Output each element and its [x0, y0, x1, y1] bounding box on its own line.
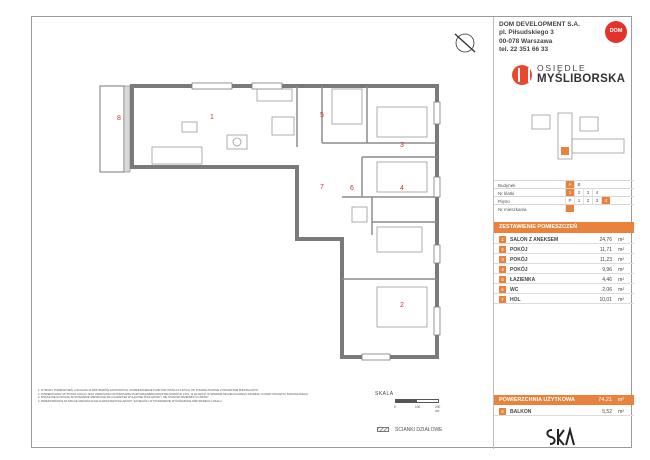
room-unit: m²: [618, 276, 624, 283]
room-label-8: 8: [117, 115, 121, 122]
company-city: 00-078 Warszawa: [499, 37, 553, 45]
scale-tick: 100: [415, 405, 421, 409]
info-value: 4: [601, 197, 610, 204]
room-area: 11,23: [599, 256, 612, 263]
room-area: 4,46: [602, 276, 612, 283]
room-number: 5: [499, 276, 506, 283]
partition-wall-swatch: [377, 427, 389, 432]
room-number: 8: [499, 408, 506, 415]
room-area: 11,71: [599, 246, 612, 253]
company-name: DOM DEVELOPMENT S.A.: [499, 21, 580, 28]
total-area: 74,21: [598, 397, 612, 403]
info-value: P: [565, 197, 574, 204]
estate-brand: [512, 59, 630, 93]
room-label-4: 4: [400, 185, 404, 192]
room-name: POKÓJ: [510, 266, 528, 273]
info-label: Nr mieszkania: [498, 206, 527, 212]
company-phone: tel. 22 351 66 33: [499, 46, 549, 54]
scale-tick: 0: [394, 405, 396, 409]
info-row-staircase: [494, 188, 634, 196]
room-row: [494, 264, 634, 274]
info-value: 2: [574, 189, 583, 196]
key-plan: [528, 109, 628, 171]
total-label: POWIERZCHNIA UŻYTKOWA: [499, 397, 575, 403]
room-unit: m²: [618, 296, 624, 303]
info-label: Piętro: [498, 198, 510, 204]
room-unit: m²: [618, 266, 624, 273]
total-area-row: [494, 395, 634, 405]
room-row: [494, 254, 634, 264]
room-name: HOL: [510, 296, 521, 303]
scale-label: SKALA: [375, 391, 394, 397]
note-line: 4. PRZEDSTAWIONA NA RZUCIE ARANŻACJA MA CHARAKTER POGLĄDOWY. SZCZEGÓŁY W STANDARDZIE WYKOŃCZENIA NABYWANEGO LOKALU.: [38, 399, 223, 403]
room-number: 2: [499, 246, 506, 253]
room-area: 9,96: [602, 266, 612, 273]
info-row-apartment: [494, 204, 634, 212]
scale-ruler: [395, 399, 439, 403]
room-row: [494, 274, 634, 284]
room-row: [494, 284, 634, 294]
room-unit: m²: [618, 246, 624, 253]
room-number: 4: [499, 266, 506, 273]
note-line: 2. POWIERZCHNIA UŻYTKOWA LOKALU JEST OKREŚLONA NA PODSTAWIE ROZPORZĄDZENIA MINISTRA ROZWOJU Z DN. 11.09.2020 R. W SPRAWIE SZCZEGÓŁOWEGO ZAKRESU I FORMY PROJEKTU BUDOWLANEGO.: [38, 392, 309, 396]
north-arrow-icon: [455, 34, 475, 52]
info-value: 3: [583, 189, 592, 196]
room-label-7: 7: [320, 184, 324, 191]
info-value: [565, 205, 574, 212]
dom-logo-icon: [605, 21, 627, 43]
rooms-heading: ZESTAWIENIE POMIESZCZEŃ: [494, 222, 634, 233]
floor-plan-drawing: [32, 17, 492, 449]
info-value: 3: [592, 197, 601, 204]
info-value: 1: [565, 189, 574, 196]
company-street: pl. Piłsudskiego 3: [499, 29, 554, 37]
dom-logo-text: DOM: [609, 28, 623, 34]
brand-main: MYŚLIBORSKA: [537, 73, 626, 85]
info-value: A: [565, 181, 574, 188]
room-number: 7: [499, 296, 506, 303]
note-line: 1. WYMIARY POMIESZCZEŃ, LOKALIZACJA PRZYBORÓW SANITARNYCH, ROZMIESZCZENIE PUNKTÓW INSTALACYJNYCH ITP. PODANE ZGODNIE Z PROJEKTEM BUDOWLANYM.: [38, 389, 259, 392]
room-name: POKÓJ: [510, 256, 528, 263]
room-area: 2,06: [602, 286, 612, 293]
estate-logo-icon: [512, 65, 532, 85]
total-unit: m²: [617, 397, 624, 403]
floor-plan: [32, 17, 492, 449]
info-row-floor: [494, 196, 634, 204]
room-unit: m²: [618, 236, 624, 243]
room-name: BALKON: [510, 408, 532, 415]
room-area: 5,52: [602, 408, 612, 415]
company-info: [499, 21, 580, 55]
floor-plan-sheet: [31, 16, 632, 448]
info-panel: [493, 17, 633, 449]
info-value: 2: [583, 197, 592, 204]
legend-label: ŚCIANKI DZIAŁOWE: [395, 427, 443, 433]
info-value: B: [574, 181, 583, 188]
balcony-table: [494, 406, 634, 416]
room-row: [494, 234, 634, 244]
room-label-6: 6: [350, 185, 354, 192]
apartment-info: [494, 180, 634, 212]
room-number: 3: [499, 256, 506, 263]
room-row: [494, 294, 634, 304]
room-unit: m²: [618, 256, 624, 263]
note-line: 3. WSKAZANE NA RZUCIE WYPOSAŻENIE MIESZKANIA MA CHARAKTER WYŁĄCZNIE POGLĄDOWY I NIE STANOWI PRZEDMIOTU UMOWY.: [38, 396, 210, 399]
scale-tick: 200 cm: [435, 405, 441, 413]
info-value: 1: [574, 197, 583, 204]
room-label-2: 2: [400, 302, 404, 309]
room-unit: m²: [618, 286, 624, 293]
room-area: 10,01: [599, 296, 612, 303]
room-label-3: 3: [400, 142, 404, 149]
plan-notes: [38, 389, 368, 403]
room-name: POKÓJ: [510, 246, 528, 253]
balcony-row: [494, 406, 634, 416]
info-label: Budynek: [498, 182, 516, 188]
room-label-5: 5: [320, 112, 324, 119]
room-name: SALON Z ANEKSEM: [510, 236, 559, 243]
info-value: 4: [592, 189, 601, 196]
rooms-table: [494, 234, 634, 304]
info-label: Nr klatki: [498, 190, 515, 196]
brand-top: OSIEDLE: [537, 63, 587, 73]
room-row: [494, 244, 634, 254]
room-number: 6: [499, 286, 506, 293]
room-area: 24,76: [599, 236, 612, 243]
room-unit: m²: [618, 408, 624, 415]
room-label-1: 1: [210, 114, 214, 121]
room-name: ŁAZIENKA: [510, 276, 536, 283]
room-number: 1: [499, 236, 506, 243]
info-row-building: [494, 180, 634, 188]
room-name: WC: [510, 286, 519, 293]
